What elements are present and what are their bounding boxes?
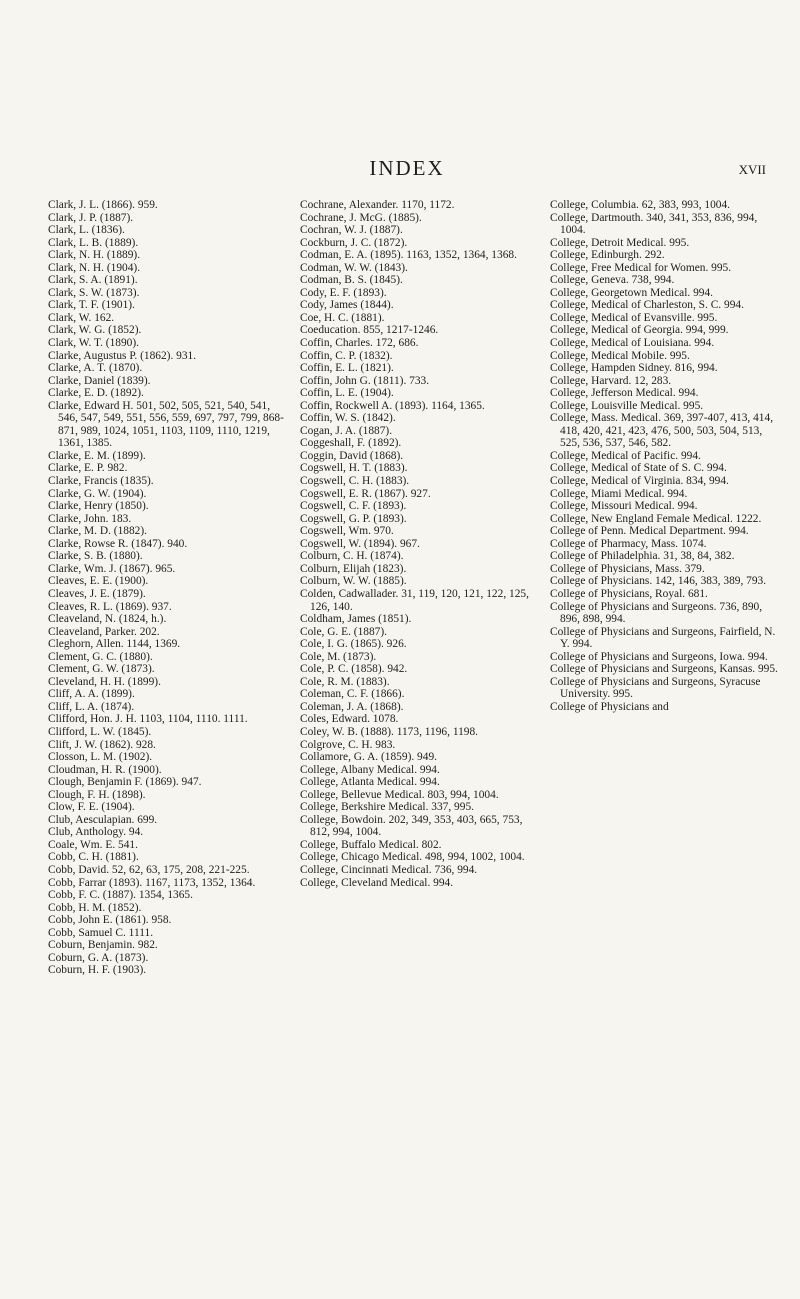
index-entry: Clark, T. F. (1901). (48, 299, 135, 312)
index-entry: Clarke, A. T. (1870). (48, 362, 143, 375)
index-entry: Colgrove, C. H. 983. (300, 738, 396, 751)
index-entry: College, Jefferson Medical. 994. (550, 387, 699, 400)
index-entry: Cody, E. F. (1893). (300, 286, 387, 299)
index-entry: Clarke, S. B. (1880). (48, 550, 143, 563)
index-entry: Cobb, Farrar (1893). 1167, 1173, 1352, 1364. (48, 876, 256, 889)
index-entry: Colburn, Elijah (1823). (300, 562, 407, 575)
index-entry: College of Physicians, Royal. 681. (550, 587, 708, 600)
index-entry: College, Medical of Charleston, S. C. 994. (550, 299, 744, 312)
index-entry: Cole, P. C. (1858). 942. (300, 663, 408, 676)
index-entry: College, Hampden Sidney. 816, 994. (550, 362, 718, 375)
index-entry: Clark, L. (1836). (48, 224, 125, 237)
index-entry: Coffin, John G. (1811). 733. (300, 374, 430, 387)
index-entry: Cleaves, J. E. (1879). (48, 587, 146, 600)
index-entry: Clarke, G. W. (1904). (48, 487, 147, 500)
index-entry: College of Physicians and Surgeons, Syracuse University. 995. (550, 675, 761, 701)
index-entry: Clift, J. W. (1862). 928. (48, 738, 156, 751)
index-entry: Cochrane, J. McG. (1885). (300, 211, 422, 224)
index-entry: College of Philadelphia. 31, 38, 84, 382. (550, 550, 735, 563)
index-entry: College, Atlanta Medical. 994. (300, 776, 440, 789)
index-entry: Cleveland, H. H. (1899). (48, 675, 161, 688)
index-entry: College, Bellevue Medical. 803, 994, 1004. (300, 788, 499, 801)
index-entry: College, Columbia. 62, 383, 993, 1004. (550, 199, 731, 211)
index-entry: Cleghorn, Allen. 1144, 1369. (48, 638, 181, 651)
index-columns (48, 199, 778, 977)
index-entry: Coale, Wm. E. 541. (48, 838, 138, 851)
index-entry: Clark, S. W. (1873). (48, 286, 140, 299)
index-entry: Coleman, C. F. (1866). (300, 688, 405, 701)
index-entry: Clifford, Hon. J. H. 1103, 1104, 1110. 1111. (48, 713, 248, 726)
index-entry: College, Medical of Louisiana. 994. (550, 337, 715, 350)
index-entry: College, Cleveland Medical. 994. (300, 876, 454, 889)
index-entry: Codman, B. S. (1845). (300, 274, 403, 287)
index-entry: Cloudman, H. R. (1900). (48, 763, 162, 776)
index-entry: Cliff, L. A. (1874). (48, 700, 135, 713)
index-entry: College, Detroit Medical. 995. (550, 236, 690, 249)
index-entry: College, Medical Mobile. 995. (550, 349, 690, 362)
index-entry: Closson, L. M. (1902). (48, 751, 153, 764)
index-entry: Clarke, E. M. (1899). (48, 449, 146, 462)
index-entry: Cogan, J. A. (1887). (300, 424, 393, 437)
index-entry: Coffin, L. E. (1904). (300, 387, 394, 400)
index-entry: College of Physicians. 142, 146, 383, 389, 793. (550, 575, 767, 588)
index-entry: Colburn, C. H. (1874). (300, 550, 404, 563)
index-entry: College, Louisville Medical. 995. (550, 399, 704, 412)
index-entry: Cole, R. M. (1883). (300, 675, 390, 688)
index-entry: Coles, Edward. 1078. (300, 713, 399, 726)
index-entry: Clifford, L. W. (1845). (48, 725, 152, 738)
index-entry: Cogswell, G. P. (1893). (300, 512, 407, 525)
index-entry: Clarke, Edward H. 501, 502, 505, 521, 540, 541, 546, 547, 549, 551, 556, 559, 697, 797, 799, 868-871, 989, 1024, 1051, 1103, 1109, 1110, 1219, 1361, 1385. (48, 399, 284, 450)
index-column-1 (48, 199, 288, 977)
index-entry: Coggeshall, F. (1892). (300, 437, 402, 450)
index-entry: Clark, L. B. (1889). (48, 236, 139, 249)
index-entry: Colden, Cadwallader. 31, 119, 120, 121, 122, 125, 126, 140. (300, 587, 529, 613)
index-entry: Codman, W. W. (1843). (300, 261, 408, 274)
index-entry: College, Chicago Medical. 498, 994, 1002, 1004. (300, 851, 525, 864)
page-header (48, 156, 766, 186)
index-entry: Coburn, H. F. (1903). (48, 964, 147, 977)
index-entry: Cobb, Samuel C. 1111. (48, 926, 154, 939)
index-entry: Coffin, W. S. (1842). (300, 412, 396, 425)
index-entry: College, New England Female Medical. 1222. (550, 512, 762, 525)
index-entry: Coe, H. C. (1881). (300, 311, 385, 324)
index-entry: Collamore, G. A. (1859). 949. (300, 751, 437, 764)
index-entry: College, Buffalo Medical. 802. (300, 838, 442, 851)
index-entry: Cogswell, C. F. (1893). (300, 500, 407, 513)
index-entry: Coffin, C. P. (1832). (300, 349, 393, 362)
index-entry: Cogswell, Wm. 970. (300, 525, 394, 538)
index-entry: Cockburn, J. C. (1872). (300, 236, 408, 249)
index-entry: College, Berkshire Medical. 337, 995. (300, 801, 474, 814)
index-entry: College, Edinburgh. 292. (550, 249, 665, 262)
index-entry: Clark, S. A. (1891). (48, 274, 138, 287)
index-entry: Clark, N. H. (1889). (48, 249, 141, 262)
index-column-3 (550, 199, 778, 977)
index-entry: Clarke, E. D. (1892). (48, 387, 144, 400)
index-entry: Cliff, A. A. (1899). (48, 688, 135, 701)
index-entry: Cleaves, E. E. (1900). (48, 575, 149, 588)
index-entry: Cody, James (1844). (300, 299, 394, 312)
index-entry: College of Physicians and Surgeons, Kansas. 995. (550, 663, 778, 676)
index-entry: College, Medical of Virginia. 834, 994. (550, 475, 729, 488)
index-entry: Clow, F. E. (1904). (48, 801, 135, 814)
index-entry: Clark, W. G. (1852). (48, 324, 142, 337)
index-entry: Coley, W. B. (1888). 1173, 1196, 1198. (300, 725, 479, 738)
index-entry: College, Medical of Georgia. 994, 999. (550, 324, 729, 337)
index-entry: Clarke, Rowse R. (1847). 940. (48, 537, 188, 550)
index-entry: Cogswell, E. R. (1867). 927. (300, 487, 431, 500)
index-entry: Clarke, Augustus P. (1862). 931. (48, 349, 197, 362)
index-entry: Cogswell, W. (1894). 967. (300, 537, 420, 550)
index-entry: Coeducation. 855, 1217-1246. (300, 324, 439, 337)
index-entry: College, Dartmouth. 340, 341, 353, 836, 994, 1004. (550, 211, 758, 237)
page-title: INDEX (369, 156, 445, 180)
index-entry: College, Bowdoin. 202, 349, 353, 403, 665, 753, 812, 994, 1004. (300, 813, 523, 839)
index-entry: College, Geneva. 738, 994. (550, 274, 675, 287)
index-entry: Cobb, John E. (1861). 958. (48, 914, 172, 927)
index-entry: Cleaveland, Parker. 202. (48, 625, 160, 638)
index-entry: College, Mass. Medical. 369, 397-407, 413, 414, 418, 420, 421, 423, 476, 500, 503, 504, 513, 525, 536, 537, 546, 582. (550, 412, 774, 450)
index-entry: Clough, Benjamin F. (1869). 947. (48, 776, 202, 789)
index-entry: College of Physicians and Surgeons, Fairfield, N. Y. 994. (550, 625, 776, 651)
index-entry: Cole, I. G. (1865). 926. (300, 638, 407, 651)
index-entry: Club, Anthology. 94. (48, 826, 144, 839)
index-entry: Cogswell, C. H. (1883). (300, 475, 410, 488)
index-entry: Clarke, Francis (1835). (48, 475, 154, 488)
index-entry: Cobb, David. 52, 62, 63, 175, 208, 221-225. (48, 863, 250, 876)
index-entry: Clement, G. W. (1873). (48, 663, 155, 676)
index-entry: Coffin, Charles. 172, 686. (300, 337, 419, 350)
index-entry: Clark, W. T. (1890). (48, 337, 140, 350)
index-entry: Colburn, W. W. (1885). (300, 575, 407, 588)
index-entry: Clark, N. H. (1904). (48, 261, 141, 274)
index-column-2 (300, 199, 538, 977)
index-entry: College, Medical of Pacific. 994. (550, 449, 701, 462)
index-entry: Coleman, J. A. (1868). (300, 700, 404, 713)
index-entry: College, Medical of State of S. C. 994. (550, 462, 727, 475)
index-entry: Coggin, David (1868). (300, 449, 404, 462)
index-entry: College, Albany Medical. 994. (300, 763, 440, 776)
index-entry: College, Georgetown Medical. 994. (550, 286, 714, 299)
index-entry: College of Physicians and Surgeons. 736, 890, 896, 898, 994. (550, 600, 763, 626)
index-entry: College of Pharmacy, Mass. 1074. (550, 537, 707, 550)
index-entry: College, Cincinnati Medical. 736, 994. (300, 863, 478, 876)
index-entry: Clarke, Henry (1850). (48, 500, 149, 513)
index-entry: College, Miami Medical. 994. (550, 487, 688, 500)
index-entry: Cleaves, R. L. (1869). 937. (48, 600, 172, 613)
index-entry: Clark, W. 162. (48, 311, 115, 324)
index-entry: Cole, M. (1873). (300, 650, 377, 663)
index-entry: Cobb, H. M. (1852). (48, 901, 142, 914)
index-entry: Coffin, Rockwell A. (1893). 1164, 1365. (300, 399, 485, 412)
index-entry: College of Physicians, Mass. 379. (550, 562, 705, 575)
index-entry: College, Harvard. 12, 283. (550, 374, 672, 387)
page-number: xvii (738, 158, 766, 178)
index-entry: Clement, G. C. (1880). (48, 650, 153, 663)
index-entry: Clarke, John. 183. (48, 512, 132, 525)
index-entry: Coffin, E. L. (1821). (300, 362, 394, 375)
index-entry: Clark, J. P. (1887). (48, 211, 134, 224)
index-entry: Clough, F. H. (1898). (48, 788, 146, 801)
index-entry: Cochran, W. J. (1887). (300, 224, 403, 237)
index-entry: Cochrane, Alexander. 1170, 1172. (300, 199, 455, 211)
index-entry: Cobb, C. H. (1881). (48, 851, 139, 864)
index-entry: Clarke, Daniel (1839). (48, 374, 151, 387)
index-entry: College, Medical of Evansville. 995. (550, 311, 718, 324)
index-entry: Cogswell, H. T. (1883). (300, 462, 408, 475)
index-entry: Clarke, Wm. J. (1867). 965. (48, 562, 176, 575)
index-entry: Clarke, E. P. 982. (48, 462, 128, 475)
index-entry: College, Free Medical for Women. 995. (550, 261, 732, 274)
index-entry: College of Physicians and Surgeons, Iowa. 994. (550, 650, 768, 663)
index-entry: Coburn, Benjamin. 982. (48, 939, 158, 952)
index-entry: Cobb, F. C. (1887). 1354, 1365. (48, 889, 193, 902)
index-entry: Codman, E. A. (1895). 1163, 1352, 1364, 1368. (300, 249, 517, 262)
index-entry: Cleaveland, N. (1824, h.). (48, 613, 167, 626)
index-entry: College of Physicians and (550, 700, 669, 713)
index-entry: Club, Aesculapian. 699. (48, 813, 158, 826)
index-entry: Clarke, M. D. (1882). (48, 525, 148, 538)
index-entry: Cole, G. E. (1887). (300, 625, 387, 638)
index-entry: College of Penn. Medical Department. 994. (550, 525, 749, 538)
index-entry: Clark, J. L. (1866). 959. (48, 199, 158, 211)
index-entry: Coburn, G. A. (1873). (48, 951, 149, 964)
index-entry: College, Missouri Medical. 994. (550, 500, 698, 513)
index-entry: Coldham, James (1851). (300, 613, 412, 626)
